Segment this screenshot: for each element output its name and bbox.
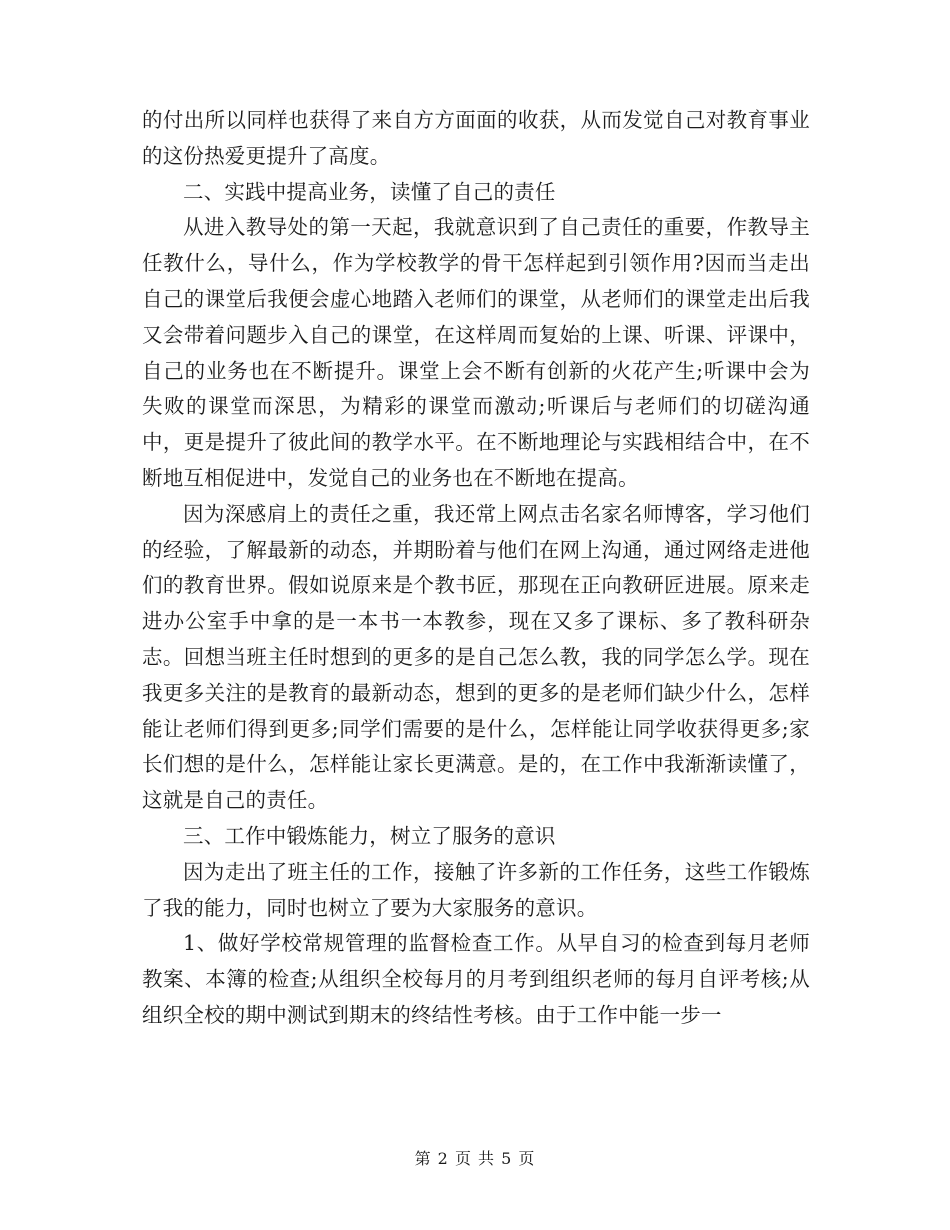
paragraph-routine-management: 1、做好学校常规管理的监督检查工作。从早自习的检查到每月老师教案、本簿的检查;从组织全校每月的月考到组织老师的每月自评考核;从组织全校的期中测试到期末的终结性考核。由于工作中能一步一 [142,931,810,1027]
document-body [142,103,810,1034]
paragraph-service-awareness: 因为走出了班主任的工作，接触了许多新的工作任务，这些工作锻炼了我的能力，同时也树立了要为大家服务的意识。 [142,859,810,920]
paragraph-online-learning: 因为深感肩上的责任之重，我还常上网点击名家名师博客，学习他们的经验，了解最新的动态，并期盼着与他们在网上沟通，通过网络走进他们的教育世界。假如说原来是个教书匠，那现在正向教研匠进展。原来走进办公室手中拿的是一本书一本教参，现在又多了课标、多了教科研杂志。回想当班主任时想到的更多的是自己怎么教，我的同学怎么学。现在我更多关注的是教育的最新动态，想到的更多的是老师们缺少什么，怎样能让老师们得到更多;同学们需要的是什么，怎样能让同学收获得更多;家长们想的是什么，怎样能让家长更满意。是的，在工作中我渐渐读懂了，这就是自己的责任。 [142,501,810,813]
page-number-footer: 第 2 页 共 5 页 [414,1149,536,1168]
paragraph-responsibility: 从进入教导处的第一天起，我就意识到了自己责任的重要，作教导主任教什么，导什么，作为学校教学的骨干怎样起到引领作用?因而当走出自己的课堂后我便会虚心地踏入老师们的课堂，从老师们的课堂走出后我又会带着问题步入自己的课堂，在这样周而复始的上课、听课、评课中，自己的业务也在不断提升。课堂上会不断有创新的火花产生;听课中会为失败的课堂而深思，为精彩的课堂而激动;听课后与老师们的切磋沟通中，更是提升了彼此间的教学水平。在不断地理论与实践相结合中，在不断地互相促进中，发觉自己的业务也在不断地在提高。 [142,215,810,490]
section-heading-2: 二、实践中提高业务，读懂了自己的责任 [183,179,556,204]
paragraph-continuation: 的付出所以同样也获得了来自方方面面的收获，从而发觉自己对教育事业的这份热爱更提升了高度。 [142,108,810,168]
section-heading-3: 三、工作中锻炼能力，树立了服务的意识 [183,823,556,848]
